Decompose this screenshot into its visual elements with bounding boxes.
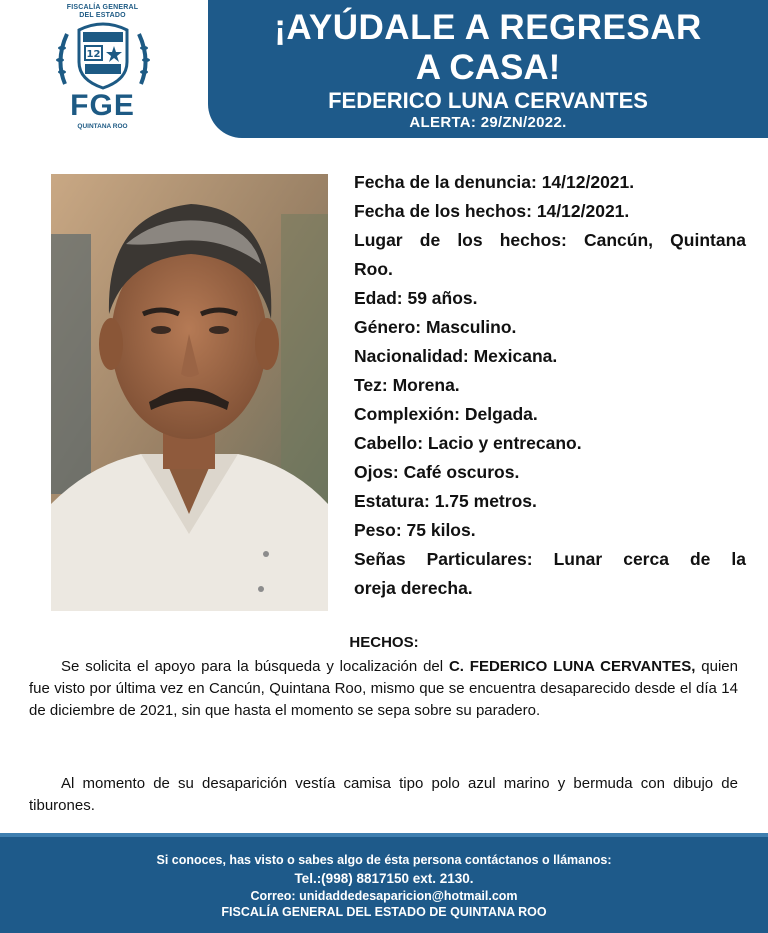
detail-age: Edad: 59 años.: [354, 288, 478, 308]
missing-person-photo: [51, 174, 328, 611]
detail-marks: Señas Particulares: Lunar cerca de la: [354, 549, 746, 569]
detail-build: Complexión: Delgada.: [354, 404, 538, 424]
detail-report-date: Fecha de la denuncia: 14/12/2021.: [354, 172, 635, 192]
state-seal-icon: [53, 22, 153, 94]
footer-email: Correo: unidaddedesaparicion@hotmail.com: [250, 889, 518, 903]
facts-text-c: quien fue visto por última vez en Cancún, Quintana Roo, mismo que se encuentra desaparecido desde el día 14 de diciembre de 2021, sin que hasta el momento se sepa sobre su paradero.: [29, 658, 738, 719]
detail-complexion-tone: Tez: Morena.: [354, 375, 460, 395]
svg-text:12: 12: [86, 49, 100, 60]
detail-nationality: Nacionalidad: Mexicana.: [354, 346, 558, 366]
footer-phone: Tel.:(998) 8817150 ext. 2130.: [294, 871, 474, 886]
contact-footer: [0, 833, 768, 933]
facts-heading: HECHOS:: [349, 634, 419, 651]
detail-weight: Peso: 75 kilos.: [354, 520, 476, 540]
facts-text-a: Se solicita el apoyo para la búsqueda y localización del: [61, 658, 449, 675]
missing-person-name: FEDERICO LUNA CERVANTES: [328, 88, 648, 113]
facts-paragraph-1: [29, 656, 738, 722]
facts-paragraph-2: Al momento de su desaparición vestía camisa tipo polo azul marino y bermuda con dibujo de tiburones.: [29, 775, 738, 814]
detail-event-date: Fecha de los hechos: 14/12/2021.: [354, 201, 630, 221]
footer-accent-line: [0, 833, 768, 837]
logo-acronym: FGE: [70, 89, 135, 122]
footer-call-to-action: Si conoces, has visto o sabes algo de ésta persona contáctanos o llámanos:: [156, 853, 612, 867]
detail-marks-cont: oreja derecha.: [354, 578, 473, 598]
detail-event-place: Lugar de los hechos: Cancún, Quintana: [354, 230, 746, 250]
header-banner: [208, 0, 768, 138]
detail-hair: Cabello: Lacio y entrecano.: [354, 433, 582, 453]
detail-height: Estatura: 1.75 metros.: [354, 491, 537, 511]
detail-eyes: Ojos: Café oscuros.: [354, 462, 520, 482]
fge-logo: [30, 4, 175, 142]
logo-bottom-text: QUINTANA ROO: [77, 123, 128, 130]
facts-name-bold: C. FEDERICO LUNA CERVANTES,: [448, 658, 696, 675]
detail-gender: Género: Masculino.: [354, 317, 517, 337]
detail-event-place-cont: Roo.: [354, 259, 393, 279]
alert-code: ALERTA: 29/ZN/2022.: [409, 114, 567, 131]
person-details: [354, 168, 746, 603]
headline-line-1: ¡AYÚDALE A REGRESAR: [274, 8, 702, 47]
headline-line-2: A CASA!: [415, 48, 561, 87]
logo-top-text-2: DEL ESTADO: [79, 12, 126, 19]
footer-agency: FISCALÍA GENERAL DEL ESTADO DE QUINTANA ROO: [221, 905, 547, 919]
logo-top-text-1: FISCALÍA GENERAL: [66, 4, 139, 11]
